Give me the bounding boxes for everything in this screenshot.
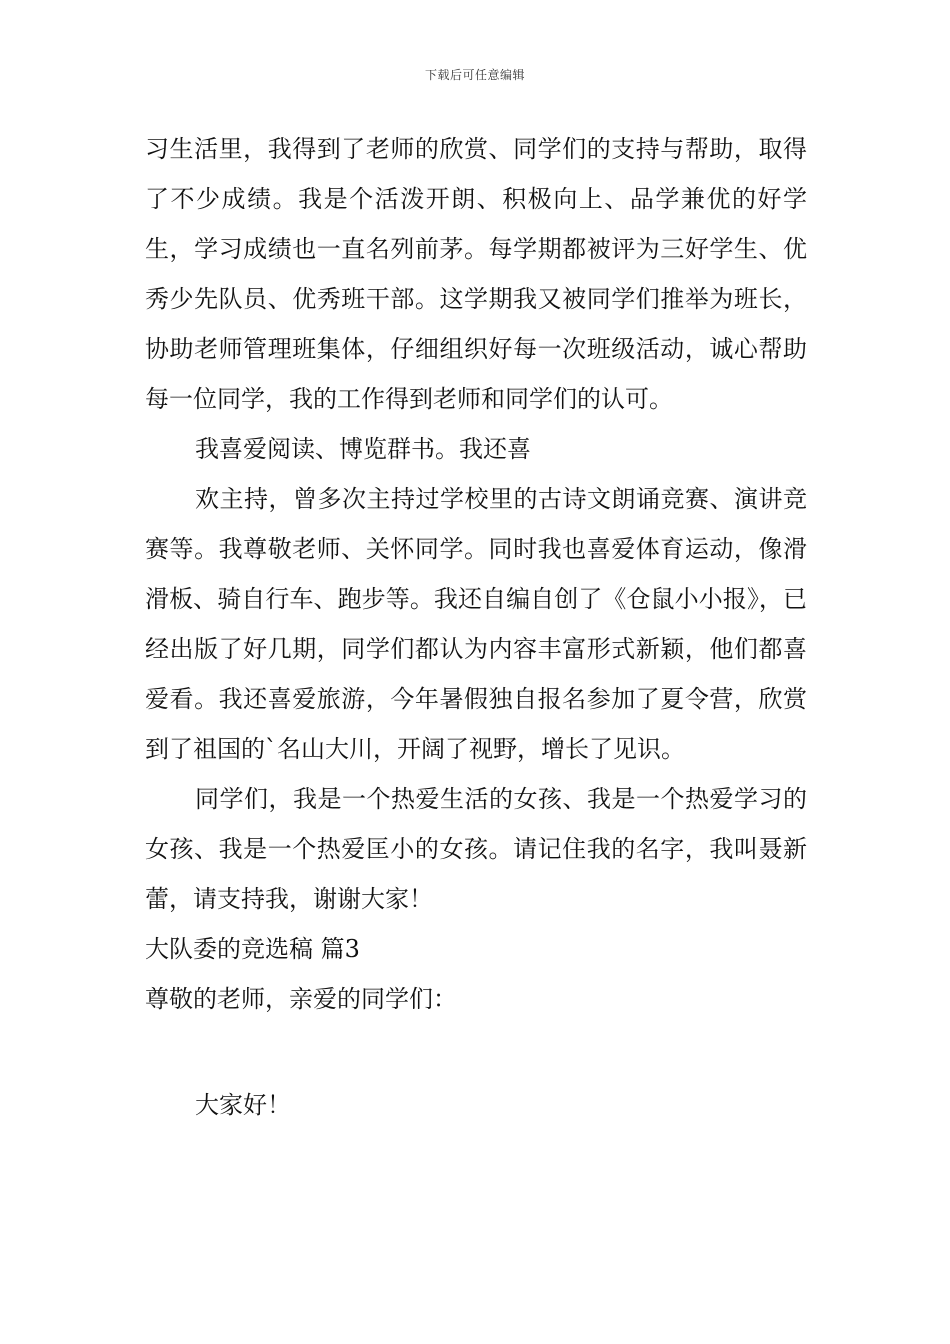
salutation: 尊敬的老师，亲爱的同学们： — [145, 985, 457, 1013]
section-title: 大队委的竞选稿 篇3 — [145, 935, 360, 963]
paragraph-2: 我喜爱阅读、博览群书。我还喜 — [195, 435, 531, 463]
paragraph-3: 欢主持，曾多次主持过学校里的古诗文朗诵竞赛、演讲竞赛等。我尊敬老师、关怀同学。同时我也喜爱体育运动，像滑滑板、骑自行车、跑步等。我还自编自创了《仓鼠小小报》，已经出版了好几期，同学们都认为内容丰富形式新颖，他们都喜爱看。我还喜爱旅游，今年暑假独自报名参加了夏令营，欣赏到了祖国的`名山大川，开阔了视野，增长了见识。 — [145, 485, 807, 763]
page-header: 下载后可任意编辑 — [424, 68, 525, 82]
blank-gap — [145, 1024, 807, 1080]
paragraph-1: 习生活里，我得到了老师的欣赏、同学们的支持与帮助，取得了不少成绩。我是个活泼开朗、积极向上、品学兼优的好学生，学习成绩也一直名列前茅。每学期都被评为三好学生、优秀少先队员、优秀班干部。这学期我又被同学们推举为班长，协助老师管理班集体，仔细组织好每一次班级活动，诚心帮助每一位同学，我的工作得到老师和同学们的认可。 — [145, 135, 807, 413]
greeting: 大家好！ — [195, 1091, 291, 1119]
paragraph-4: 同学们，我是一个热爱生活的女孩、我是一个热爱学习的女孩、我是一个热爱匡小的女孩。请记住我的名字，我叫聂新蕾，请支持我，谢谢大家！ — [145, 785, 807, 913]
document-body — [145, 124, 807, 1130]
